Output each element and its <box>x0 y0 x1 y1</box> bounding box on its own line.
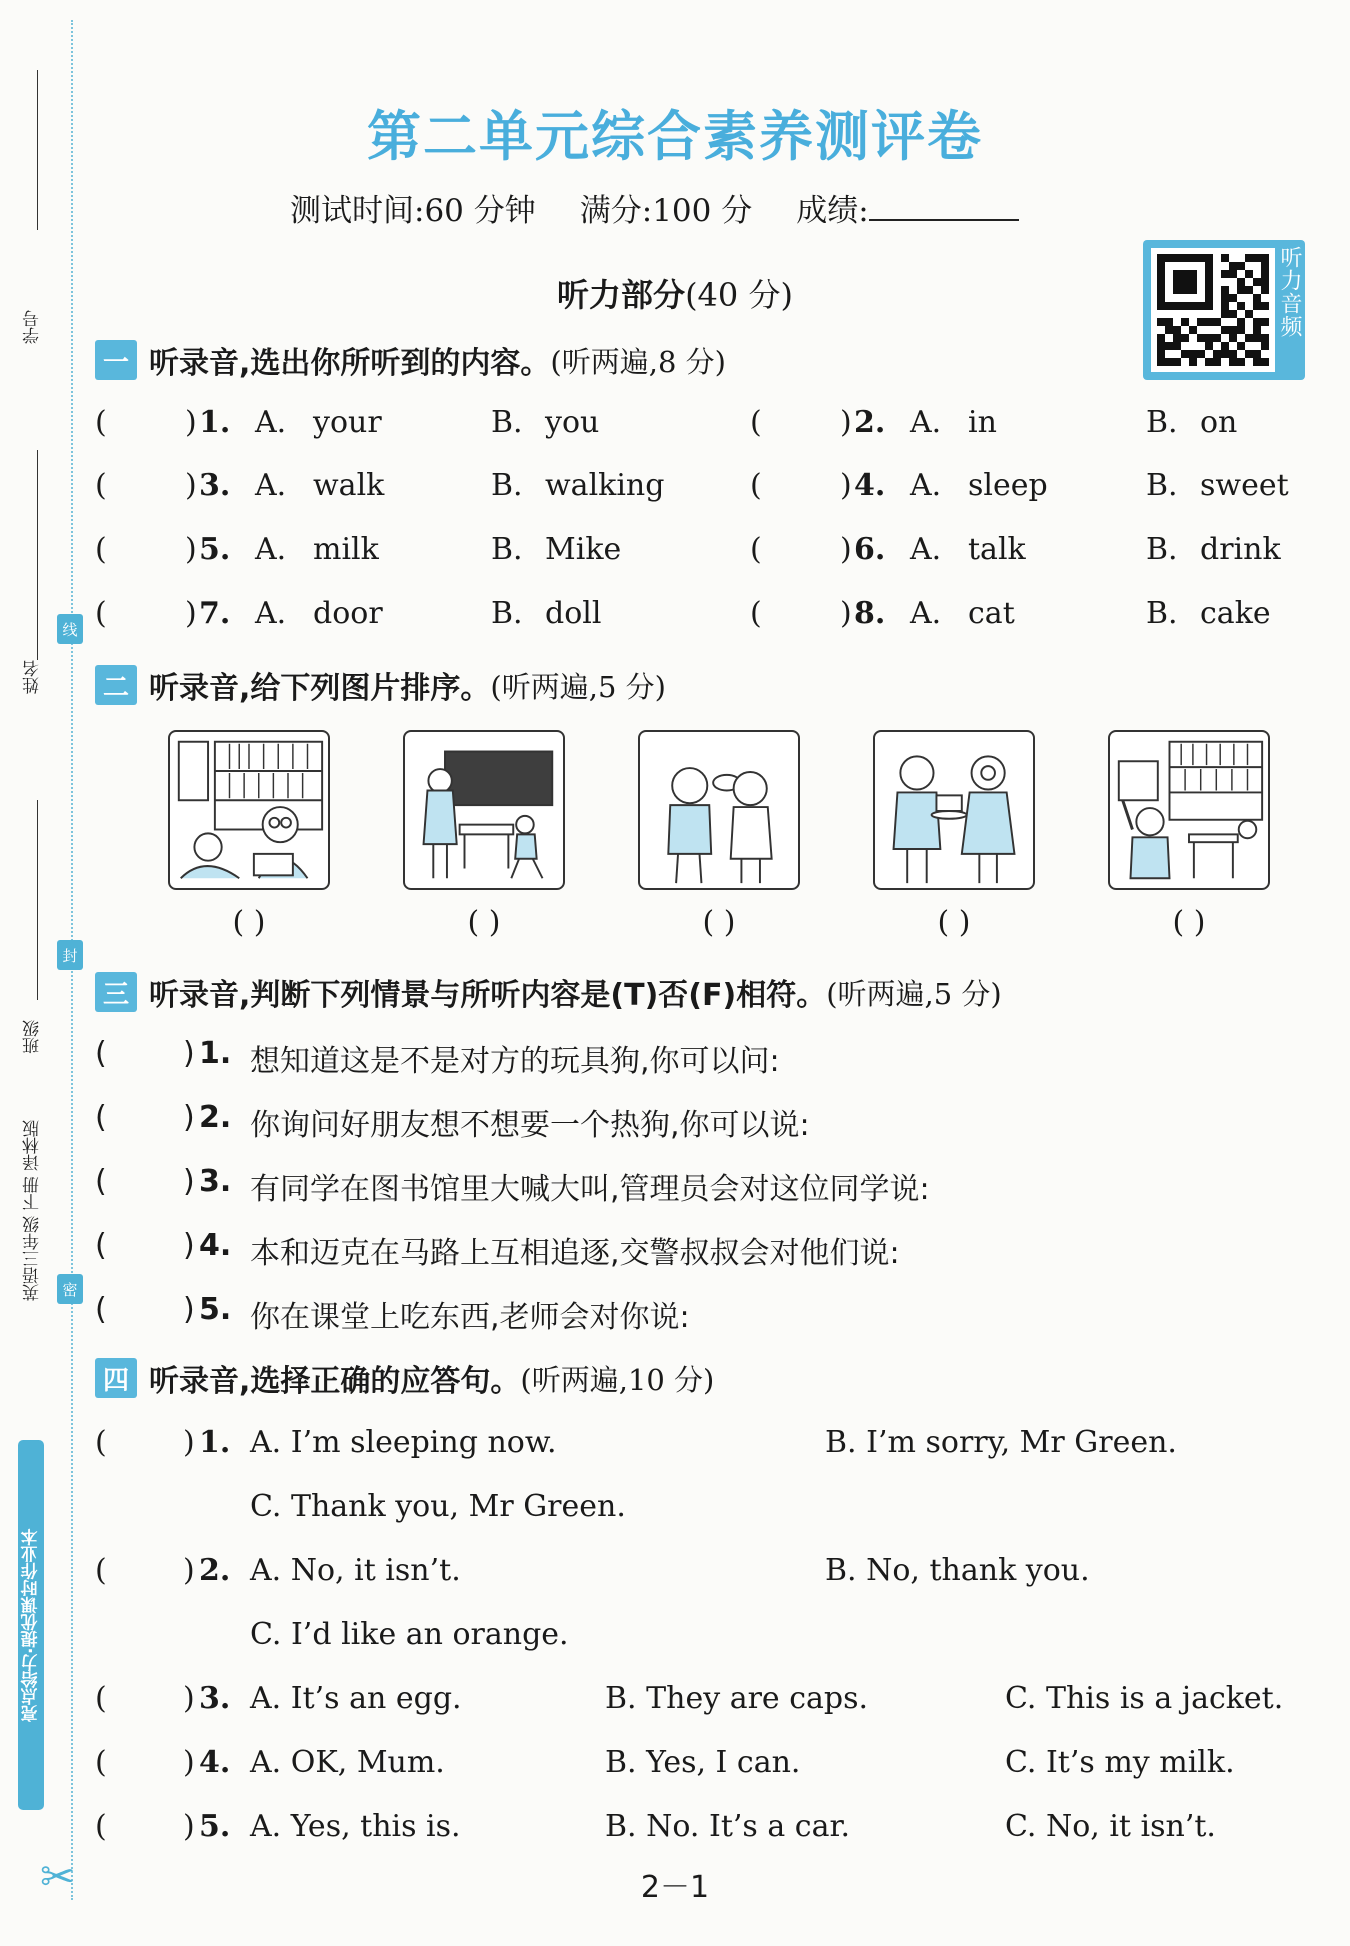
option-a-letter: A. <box>910 532 942 567</box>
answer-paren-close[interactable]: ) <box>183 1228 195 1263</box>
option-c: C. No, it isn’t. <box>1005 1809 1216 1844</box>
option-c: C. It’s my milk. <box>1005 1745 1235 1780</box>
answer-paren-open[interactable]: ( <box>750 596 762 631</box>
option-b-letter: B. <box>491 596 523 631</box>
option-b: B. They are caps. <box>605 1681 869 1716</box>
picture-library-boy <box>1108 730 1270 890</box>
class-label: 班级 <box>23 1020 43 1054</box>
page-number: 2－1 <box>640 1870 710 1905</box>
answer-paren-open[interactable]: ( <box>95 1164 107 1199</box>
answer-paren-open[interactable]: ( <box>95 1228 107 1263</box>
scenario-text: 想知道这是不是对方的玩具狗,你可以问: <box>250 1044 780 1079</box>
q1-note: (听两遍,8 分) <box>550 344 726 379</box>
option-a: A. No, it isn’t. <box>250 1553 461 1588</box>
option-b-letter: B. <box>491 532 523 567</box>
option-a-text: door <box>313 596 383 631</box>
option-a-letter: A. <box>255 532 287 567</box>
picture-classroom-teacher <box>403 730 565 890</box>
option-b-text: you <box>545 405 600 440</box>
series-band: 亮点给力·提优课时作业本 <box>18 1440 44 1810</box>
item-number: 1. <box>199 1425 231 1460</box>
answer-paren-open[interactable]: ( <box>95 468 107 503</box>
q4-number-badge: 四 <box>95 1358 137 1398</box>
answer-paren-close[interactable]: ) <box>183 1164 195 1199</box>
answer-paren-close[interactable]: ) <box>840 468 852 503</box>
option-a-text: walk <box>313 468 385 503</box>
class-line <box>37 800 38 1000</box>
option-b-letter: B. <box>1146 532 1178 567</box>
option-a: A. I’m sleeping now. <box>250 1425 557 1460</box>
answer-paren-close[interactable]: ) <box>183 1100 195 1135</box>
item-number: 5. <box>199 1292 232 1327</box>
q3-instruction: 听录音,判断下列情景与所听内容是(T)否(F)相符。 <box>149 978 827 1013</box>
answer-paren-close[interactable]: ) <box>840 596 852 631</box>
answer-paren-close[interactable]: ) <box>183 1425 195 1460</box>
item-number: 5. <box>199 532 231 567</box>
option-a: A. It’s an egg. <box>250 1681 462 1716</box>
option-a-letter: A. <box>255 596 287 631</box>
q1-number-badge: 一 <box>95 340 137 380</box>
score-label: 成绩: <box>796 193 869 229</box>
bind-mark-line: 线 <box>57 614 83 644</box>
answer-paren-close[interactable]: ) <box>183 1809 195 1844</box>
option-b: B. No. It’s a car. <box>605 1809 851 1844</box>
option-b-letter: B. <box>491 468 523 503</box>
item-number: 1. <box>199 405 231 440</box>
q4-instruction: 听录音,选择正确的应答句。 <box>149 1364 521 1399</box>
item-number: 4. <box>199 1228 232 1263</box>
answer-paren-close[interactable]: ) <box>185 596 197 631</box>
item-number: 3. <box>199 1681 231 1716</box>
item-number: 8. <box>854 596 886 631</box>
answer-paren-open[interactable]: ( <box>750 468 762 503</box>
answer-paren-open[interactable]: ( <box>95 405 107 440</box>
item-number: 1. <box>199 1036 232 1071</box>
q3-heading <box>95 970 1002 1014</box>
answer-paren-open[interactable]: ( <box>95 1681 107 1716</box>
option-b-text: cake <box>1200 596 1271 631</box>
option-b-text: sweet <box>1200 468 1289 503</box>
scenario-text: 你询问好朋友想不想要一个热狗,你可以说: <box>250 1108 810 1143</box>
answer-paren-close[interactable]: ) <box>840 405 852 440</box>
qr-code-icon[interactable] <box>1151 248 1275 372</box>
picture-5-answer-blank[interactable]: ( ) <box>1172 905 1206 940</box>
option-b-letter: B. <box>1146 596 1178 631</box>
time-label: 测试时间:60 分钟 <box>290 193 536 229</box>
option-b-text: walking <box>545 468 665 503</box>
answer-paren-open[interactable]: ( <box>95 1425 107 1460</box>
option-b-text: doll <box>545 596 602 631</box>
picture-2-answer-blank[interactable]: ( ) <box>467 905 501 940</box>
score-field <box>796 185 1018 230</box>
full-score-label: 满分:100 分 <box>579 193 753 229</box>
page-title: 第二单元综合素养测评卷 <box>367 105 983 168</box>
answer-paren-open[interactable]: ( <box>750 532 762 567</box>
answer-paren-open[interactable]: ( <box>95 596 107 631</box>
answer-paren-close[interactable]: ) <box>183 1553 195 1588</box>
name-label: 姓名 <box>23 660 43 694</box>
name-line <box>37 450 38 660</box>
q2-note: (听两遍,5 分) <box>490 669 666 704</box>
option-b-letter: B. <box>1146 405 1178 440</box>
option-c: C. This is a jacket. <box>1005 1681 1284 1716</box>
scissors-icon: ✂ <box>40 1852 76 1901</box>
q3-number-badge: 三 <box>95 972 137 1012</box>
answer-paren-close[interactable]: ) <box>185 532 197 567</box>
item-number: 4. <box>199 1745 231 1780</box>
answer-paren-open[interactable]: ( <box>95 1553 107 1588</box>
answer-paren-open[interactable]: ( <box>95 1036 107 1071</box>
item-number: 5. <box>199 1809 231 1844</box>
item-number: 4. <box>854 468 886 503</box>
picture-two-kids-toy-car <box>638 730 800 890</box>
option-a-text: milk <box>313 532 379 567</box>
answer-paren-open[interactable]: ( <box>95 532 107 567</box>
item-number: 7. <box>199 596 231 631</box>
answer-paren-close[interactable]: ) <box>183 1681 195 1716</box>
score-blank[interactable] <box>869 191 1019 221</box>
test-info <box>290 185 1019 230</box>
q2-heading <box>95 663 666 707</box>
q3-note: (听两遍,5 分) <box>826 976 1002 1011</box>
option-b-text: drink <box>1200 532 1281 567</box>
option-c: C. Thank you, Mr Green. <box>250 1489 626 1524</box>
answer-paren-open[interactable]: ( <box>95 1100 107 1135</box>
picture-4-answer-blank[interactable]: ( ) <box>937 905 971 940</box>
q1-instruction: 听录音,选出你所听到的内容。 <box>149 346 551 381</box>
option-c: C. I’d like an orange. <box>250 1617 569 1652</box>
option-a: A. OK, Mum. <box>250 1745 445 1780</box>
item-number: 3. <box>199 468 231 503</box>
option-b-letter: B. <box>491 405 523 440</box>
option-b: B. No, thank you. <box>825 1553 1090 1588</box>
item-number: 2. <box>854 405 886 440</box>
answer-paren-open[interactable]: ( <box>750 405 762 440</box>
book-info: 英语三年级 下册 译林版 <box>23 1120 43 1301</box>
option-a-text: your <box>313 405 382 440</box>
answer-paren-open[interactable]: ( <box>95 1809 107 1844</box>
section-label: 听力部分 <box>557 276 686 314</box>
option-a-letter: A. <box>255 405 287 440</box>
item-number: 2. <box>199 1100 232 1135</box>
scenario-text: 你在课堂上吃东西,老师会对你说: <box>250 1300 690 1335</box>
answer-paren-close[interactable]: ) <box>183 1292 195 1327</box>
option-a-text: in <box>968 405 997 440</box>
option-a-text: talk <box>968 532 1026 567</box>
qr-code-panel[interactable] <box>1143 240 1305 380</box>
answer-paren-open[interactable]: ( <box>95 1745 107 1780</box>
section-points: (40 分) <box>685 276 793 314</box>
option-a-letter: A. <box>910 405 942 440</box>
option-b-text: on <box>1200 405 1238 440</box>
item-number: 3. <box>199 1164 232 1199</box>
q4-note: (听两遍,10 分) <box>520 1362 715 1397</box>
q2-number-badge: 二 <box>95 665 137 705</box>
option-a-letter: A. <box>910 468 942 503</box>
option-b: B. Yes, I can. <box>605 1745 801 1780</box>
q1-heading <box>95 338 726 382</box>
answer-paren-close[interactable]: ) <box>840 532 852 567</box>
item-number: 6. <box>854 532 886 567</box>
qr-label: 听力音频 <box>1277 246 1302 338</box>
q4-heading <box>95 1356 714 1400</box>
bind-mark-seal: 封 <box>57 940 83 970</box>
answer-paren-open[interactable]: ( <box>95 1292 107 1327</box>
answer-paren-close[interactable]: ) <box>183 1745 195 1780</box>
option-b-letter: B. <box>1146 468 1178 503</box>
answer-paren-close[interactable]: ) <box>185 468 197 503</box>
option-b: B. I’m sorry, Mr Green. <box>825 1425 1177 1460</box>
picture-girl-with-cake <box>873 730 1035 890</box>
answer-paren-close[interactable]: ) <box>183 1036 195 1071</box>
answer-paren-close[interactable]: ) <box>185 405 197 440</box>
picture-3-answer-blank[interactable]: ( ) <box>702 905 736 940</box>
option-a: A. Yes, this is. <box>250 1809 461 1844</box>
option-a-text: sleep <box>968 468 1048 503</box>
student-no-label: 学号 <box>23 310 43 344</box>
picture-library-reading <box>168 730 330 890</box>
q2-instruction: 听录音,给下列图片排序。 <box>149 671 491 706</box>
bind-mark-secret: 密 <box>57 1274 83 1304</box>
item-number: 2. <box>199 1553 231 1588</box>
option-a-letter: A. <box>910 596 942 631</box>
scenario-text: 有同学在图书馆里大喊大叫,管理员会对这位同学说: <box>250 1172 930 1207</box>
scenario-text: 本和迈克在马路上互相追逐,交警叔叔会对他们说: <box>250 1236 900 1271</box>
picture-1-answer-blank[interactable]: ( ) <box>232 905 266 940</box>
option-a-text: cat <box>968 596 1015 631</box>
option-b-text: Mike <box>545 532 622 567</box>
option-a-letter: A. <box>255 468 287 503</box>
